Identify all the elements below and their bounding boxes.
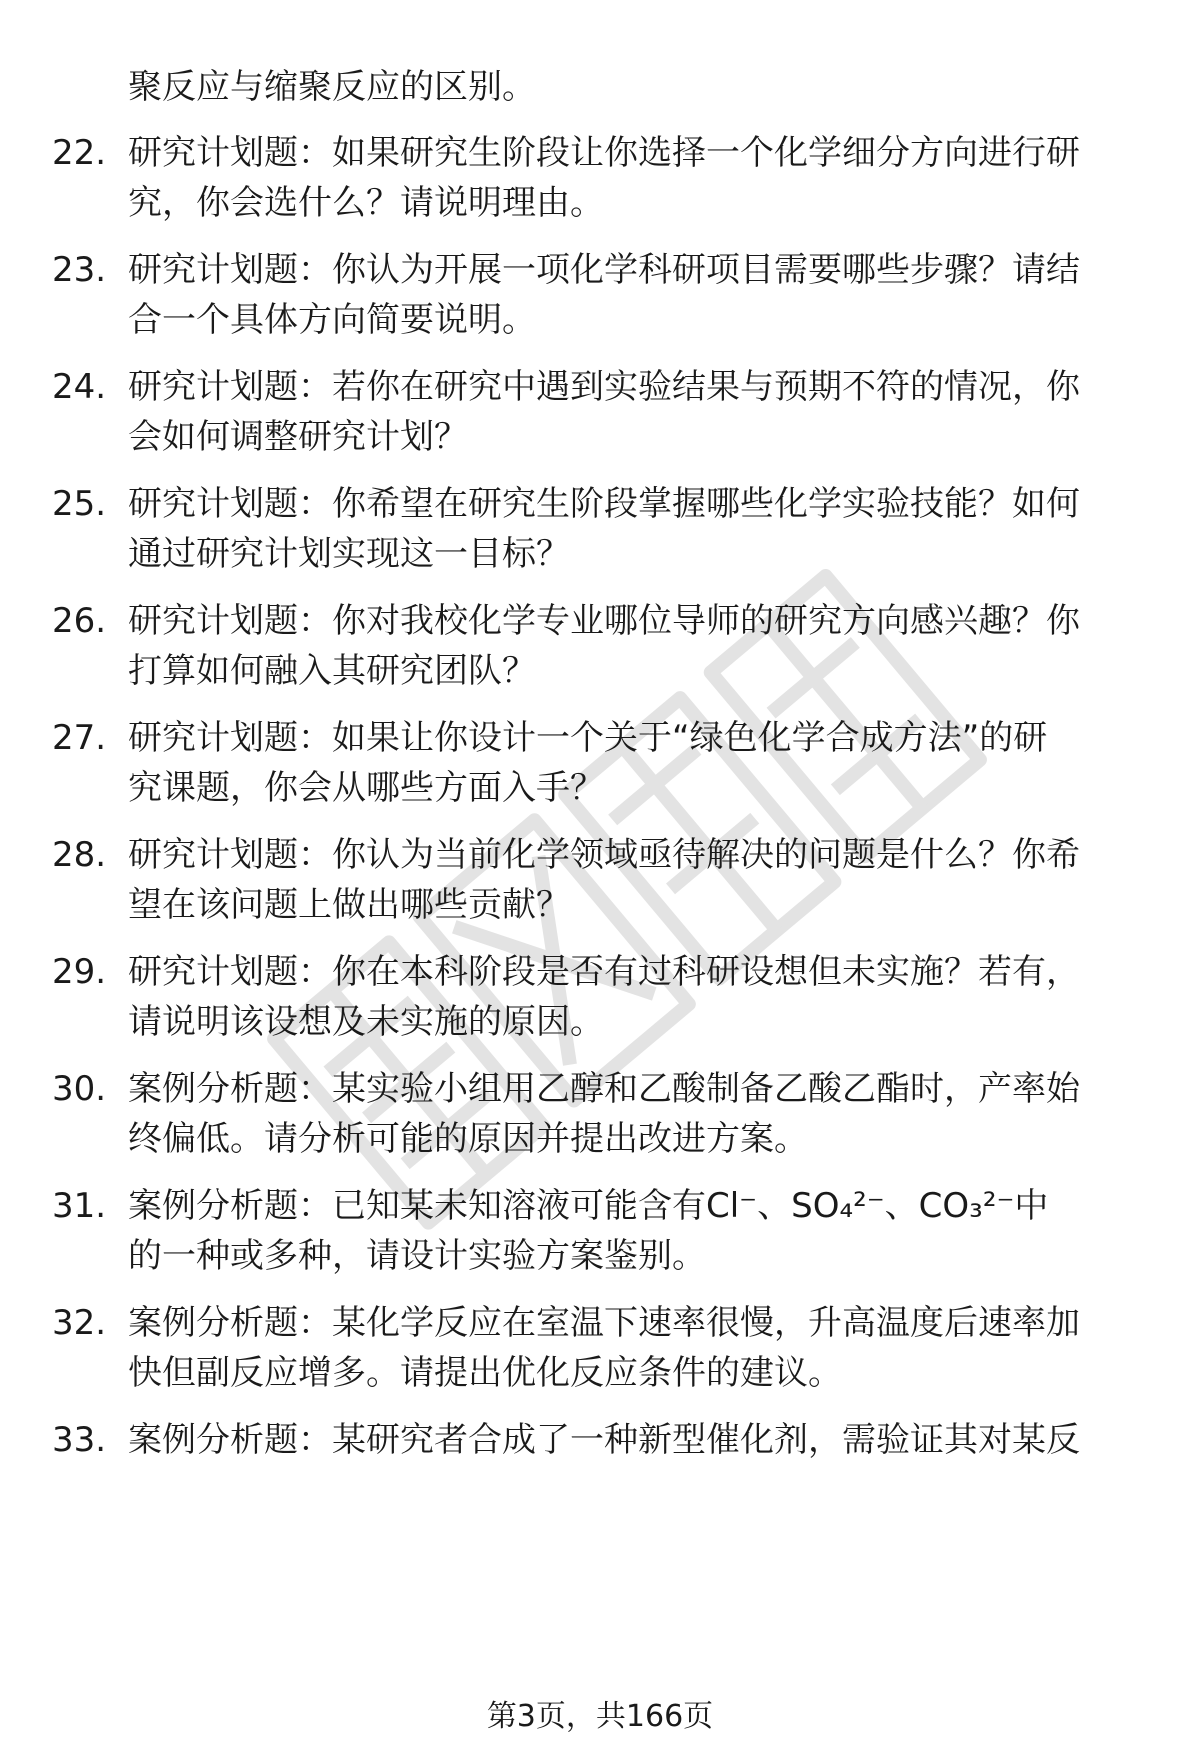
item-text [128,1298,1138,1398]
item-number: 31. [52,1186,107,1226]
item-text-line: 通过研究计划实现这一目标？ [128,534,570,574]
item-text-line: 合一个具体方向简要说明。 [128,300,536,340]
page-footer: 第3页，共166页 [486,1699,714,1734]
item-number: 22. [52,133,107,173]
item-text-line: 研究计划题：你认为当前化学领域亟待解决的问题是什么？你希 [128,835,1080,875]
item-text-line: 案例分析题：某研究者合成了一种新型催化剂，需验证其对某反 [128,1420,1080,1460]
item-number: 25. [52,484,107,524]
item-text [128,596,1138,696]
item-text-line: 研究计划题：若你在研究中遇到实验结果与预期不符的情况，你 [128,367,1080,407]
item-number: 29. [52,952,107,992]
item-text-line: 案例分析题：已知某未知溶液可能含有Cl⁻、SO₄²⁻、CO₃²⁻中 [128,1186,1049,1226]
item-text [128,479,1138,579]
item-text-line: 研究计划题：你在本科阶段是否有过科研设想但未实施？若有， [128,952,1080,992]
item-text [128,1064,1138,1164]
item-text-line: 快但副反应增多。请提出优化反应条件的建议。 [128,1353,842,1393]
item-text-line: 研究计划题：你希望在研究生阶段掌握哪些化学实验技能？如何 [128,484,1080,524]
item-text-line: 究，你会选什么？请说明理由。 [128,183,604,223]
item-text-line: 的一种或多种，请设计实验方案鉴别。 [128,1236,706,1276]
item-text [128,245,1138,345]
continuation-text: 聚反应与缩聚反应的区别。 [128,67,536,107]
item-number: 32. [52,1303,107,1343]
item-number: 27. [52,718,107,758]
item-text-line: 研究计划题：如果研究生阶段让你选择一个化学细分方向进行研 [128,133,1080,173]
item-text [128,947,1138,1047]
item-text [128,362,1138,462]
item-text-line: 望在该问题上做出哪些贡献？ [128,885,570,925]
item-text-line: 会如何调整研究计划？ [128,417,468,457]
item-text-line: 研究计划题：你对我校化学专业哪位导师的研究方向感兴趣？你 [128,601,1080,641]
item-number: 33. [52,1420,107,1460]
item-text-line: 研究计划题：如果让你设计一个关于“绿色化学合成方法”的研 [128,718,1048,758]
item-number: 28. [52,835,107,875]
item-text-line: 打算如何融入其研究团队？ [128,651,536,691]
item-text [128,713,1138,813]
item-text [128,1181,1138,1281]
item-text-line: 研究计划题：你认为开展一项化学科研项目需要哪些步骤？请结 [128,250,1080,290]
item-number: 24. [52,367,107,407]
item-number: 23. [52,250,107,290]
item-text [128,128,1138,228]
item-text-line: 案例分析题：某化学反应在室温下速率很慢，升高温度后速率加 [128,1303,1080,1343]
item-text [128,830,1138,930]
item-number: 26. [52,601,107,641]
item-text-line: 究课题，你会从哪些方面入手？ [128,768,604,808]
item-text-line: 案例分析题：某实验小组用乙醇和乙酸制备乙酸乙酯时，产率始 [128,1069,1080,1109]
item-text-line: 请说明该设想及未实施的原因。 [128,1002,604,1042]
item-text [128,1415,1138,1465]
item-text-line: 终偏低。请分析可能的原因并提出改进方案。 [128,1119,808,1159]
item-number: 30. [52,1069,107,1109]
